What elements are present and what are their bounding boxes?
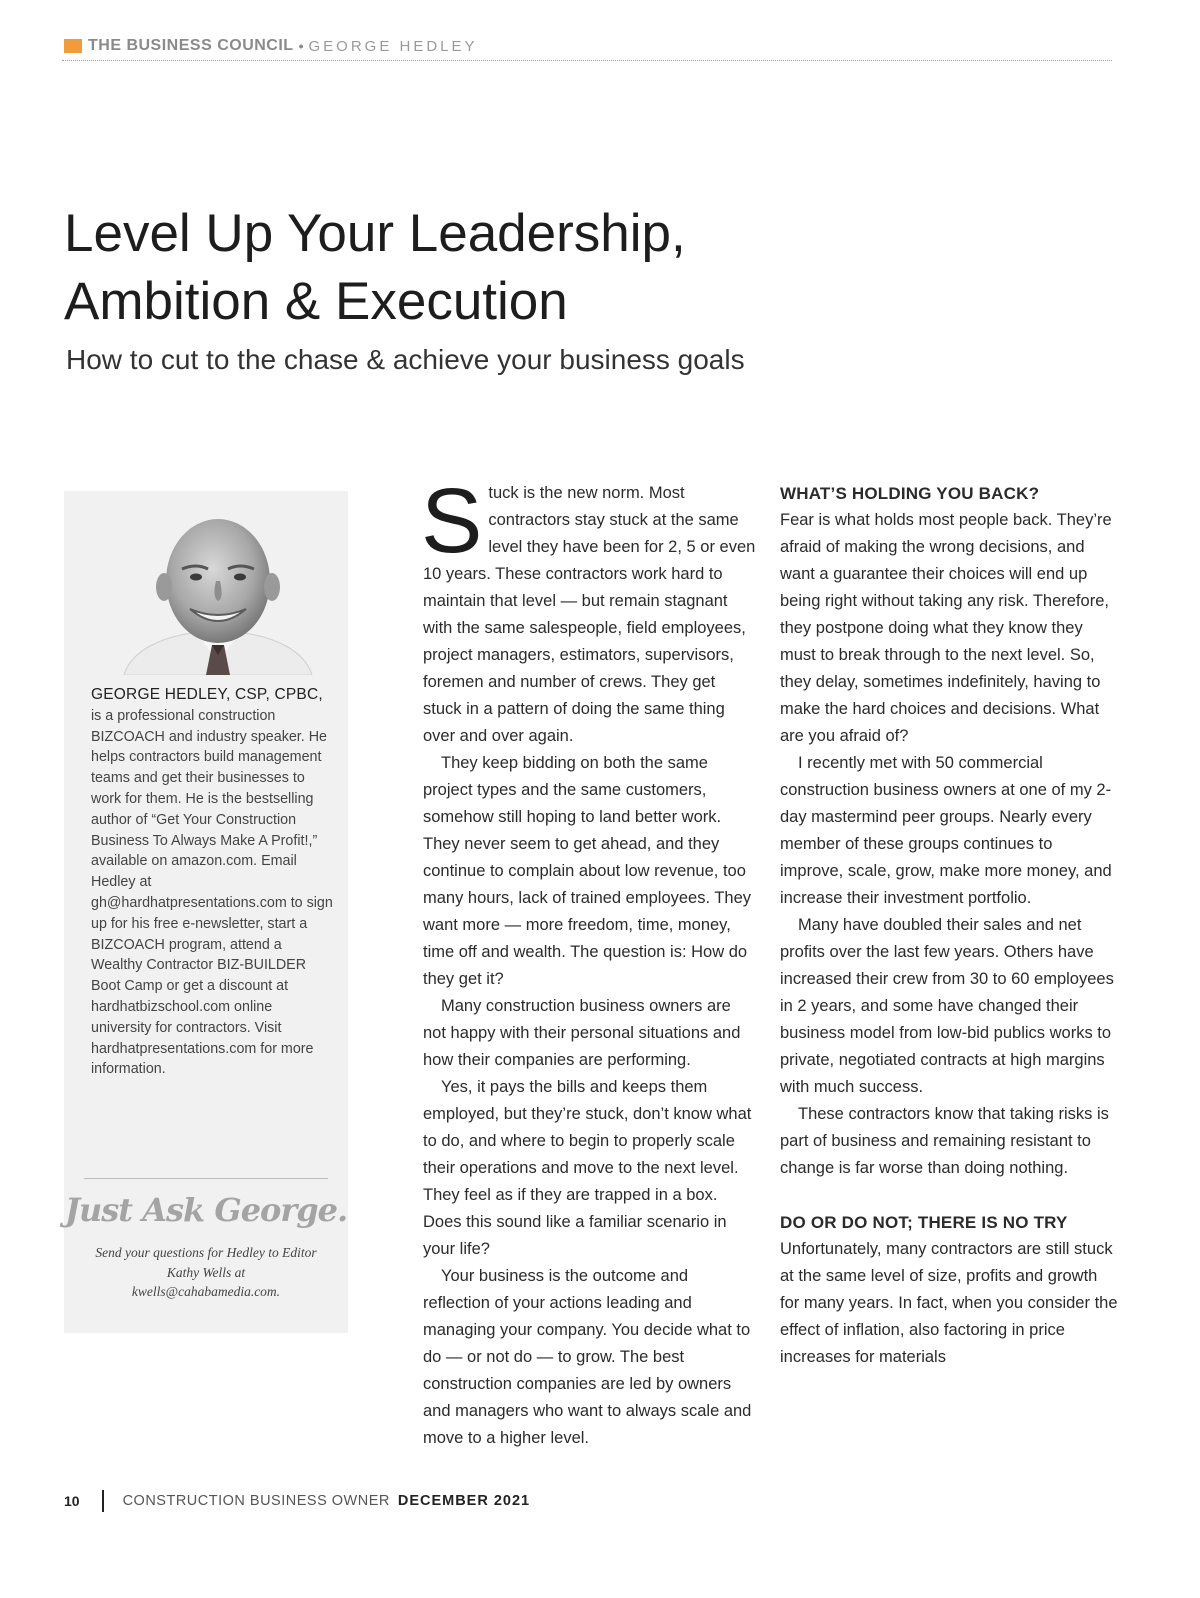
footer-divider	[102, 1490, 104, 1512]
body-paragraph: I recently met with 50 commercial construction business owners at one of my 2-day mastermind peer groups. Nearly every member of these groups continues to improve, scale, grow, make more money, and increase their investment portfolio.	[780, 754, 1112, 907]
section-marker	[64, 39, 82, 53]
issue-date: DECEMBER 2021	[397, 1493, 531, 1509]
author-sidebar	[64, 491, 348, 1333]
header-separator: •	[298, 38, 304, 54]
article-subtitle: How to cut to the chase & achieve your business goals	[66, 344, 745, 375]
author-portrait-icon	[120, 511, 316, 675]
bio-name: GEORGE HEDLEY, CSP, CPBC,	[91, 686, 323, 703]
bio-text: is a professional construction BIZCOACH and industry speaker. He helps contractors build management teams and get their businesses to work for them. He is the bestselling author of “Get Your Construction Business To Always Make A Profit!,” available on amazon.com. Email Hedley at gh@hardhatpresentations.com to sign up for his free e-newsletter, start a BIZCOACH program, attend a Wealthy Contractor BIZ-BUILDER Boot Camp or get a discount at hardhatbizschool.com online university for contractors. Visit hardhatpresentations.com for more information.	[91, 707, 333, 1078]
just-ask-george-title: Just Ask George.	[64, 1191, 348, 1229]
running-header	[64, 36, 478, 56]
author-bio	[91, 685, 336, 1080]
subheading-holding-back: WHAT’S HOLDING YOU BACK?	[780, 484, 1040, 503]
body-paragraph: Many construction business owners are not happy with their personal situations and how their companies are performing.	[423, 997, 741, 1069]
body-paragraph	[421, 470, 758, 750]
body-column-2	[780, 480, 1120, 1371]
publication-name: CONSTRUCTION BUSINESS OWNER	[122, 1493, 390, 1509]
body-paragraph: Many have doubled their sales and net profits over the last few years. Others have increased their crew from 30 to 60 employees in 2 years, and some have changed their business model from low-bid publics works to private, negotiated contracts at high margins with much success.	[780, 916, 1114, 1096]
page-footer	[64, 1490, 530, 1512]
body-paragraph: Fear is what holds most people back. They’re afraid of making the wrong decisions, and want a guarantee their choices will end up being right without taking any risk. Therefore, they postpone doing what they know they must to break through to the next level. So, they delay, sometimes indefinitely, having to make the hard choices and decisions. What are you afraid of?	[780, 511, 1112, 745]
title-line-1: Level Up Your Leadership,	[64, 204, 686, 263]
page-number: 10	[64, 1493, 80, 1509]
article-title	[64, 200, 964, 336]
body-column-1	[421, 470, 758, 1452]
ask-george-note: Send your questions for Hedley to Editor Kathy Wells at kwells@cahabamedia.com.	[95, 1245, 317, 1299]
drop-cap: S	[421, 470, 483, 572]
section-name: THE BUSINESS COUNCIL	[88, 37, 294, 54]
body-paragraph: Your business is the outcome and reflection of your actions leading and managing your company. You decide what to do — or not do — to grow. The best construction companies are led by owners and managers who want to always scale and move to a higher level.	[423, 1267, 752, 1447]
header-author: GEORGE HEDLEY	[308, 37, 478, 55]
paragraph-text: tuck is the new norm. Most contractors stay stuck at the same level they have been for 2, 5 or even 10 years. These contractors work hard to maintain that level — but remain stagnant with the same salespeople, field employees, project managers, estimators, supervisors, foremen and number of crews. They get stuck in a pattern of doing the same thing over and over again.	[423, 484, 756, 745]
title-line-2: Ambition & Execution	[64, 272, 568, 331]
sidebar-divider	[84, 1178, 328, 1179]
subheading-do-or-do-not: DO OR DO NOT; THERE IS NO TRY	[780, 1213, 1068, 1232]
body-paragraph: They keep bidding on both the same project types and the same customers, somehow still hoping to land better work. They never seem to get ahead, and they continue to complain about low revenue, too many hours, lack of trained employees. They want more — more freedom, time, money, time off and wealth. The question is: How do they get it?	[423, 754, 752, 988]
body-paragraph: These contractors know that taking risks is part of business and remaining resistant to change is far worse than doing nothing.	[780, 1105, 1109, 1177]
body-paragraph: Yes, it pays the bills and keeps them employed, but they’re stuck, don’t know what to do, and where to begin to properly scale their operations and move to the next level. They feel as if they are trapped in a box. Does this sound like a familiar scenario in your life?	[423, 1078, 752, 1258]
header-rule	[62, 60, 1112, 61]
body-paragraph: Unfortunately, many contractors are still stuck at the same level of size, profits and growth for many years. In fact, when you consider the effect of inflation, also factoring in price increases for materials	[780, 1240, 1118, 1366]
